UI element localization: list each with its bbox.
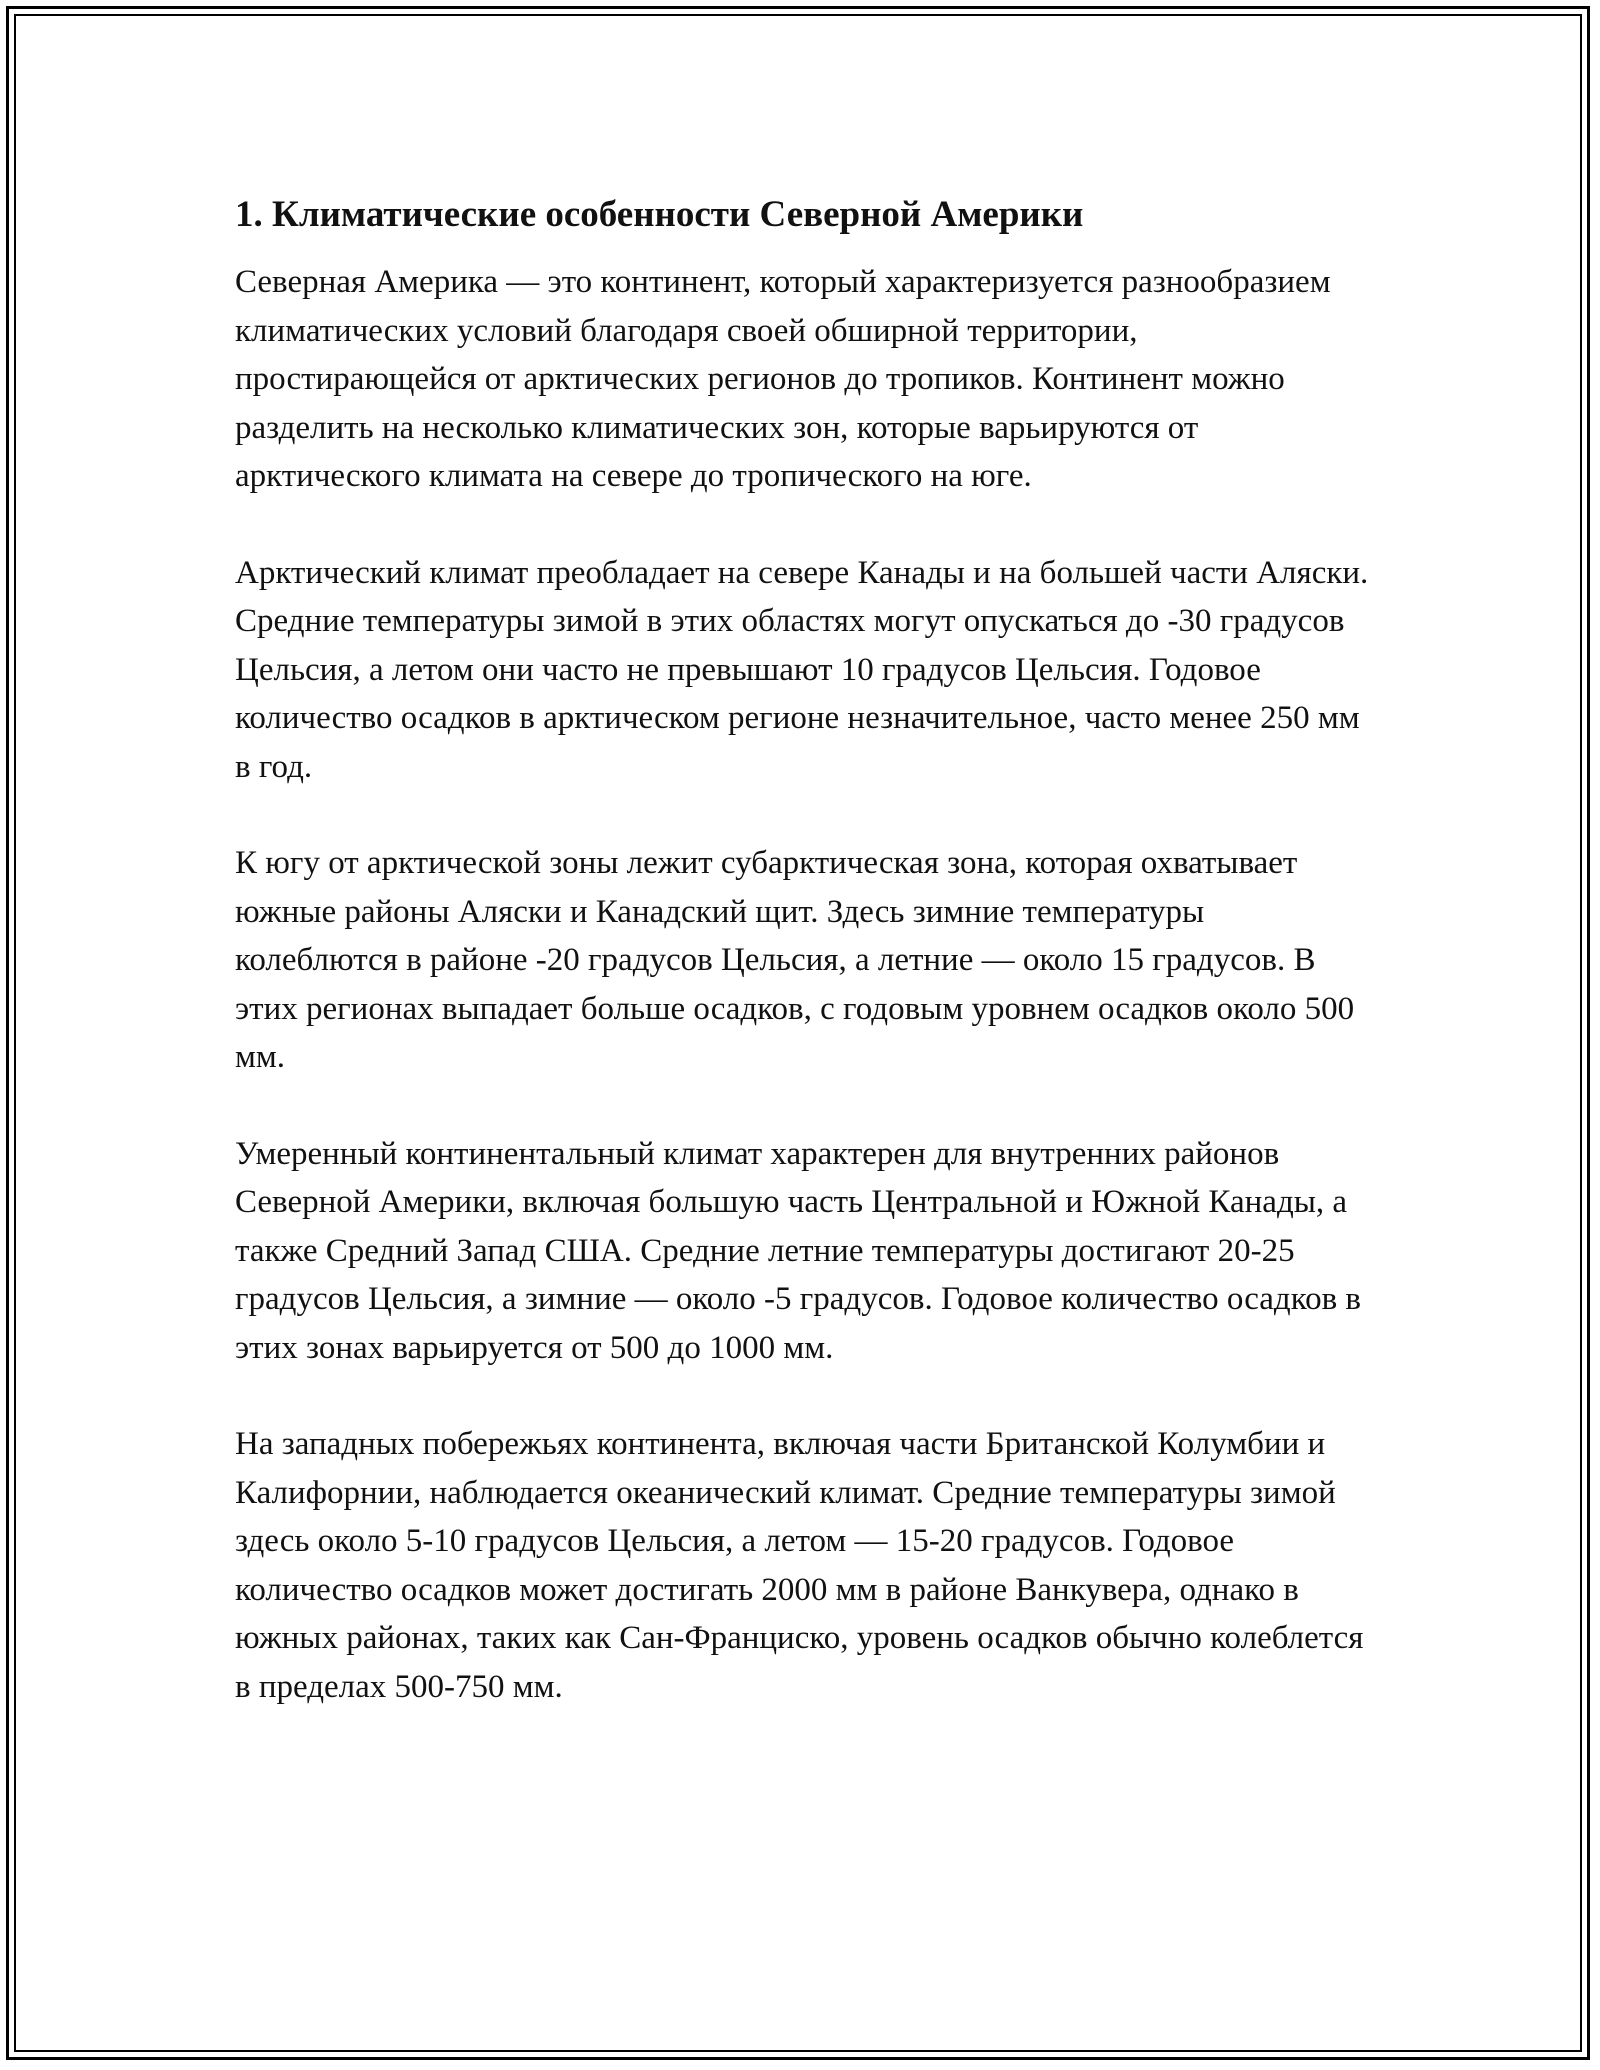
document-body [235, 188, 1375, 1759]
paragraph-oceanic-climate: На западных побережьях континента, включая части Британской Колумбии и Калифорнии, наблюдается океанический климат. Средние температуры зимой здесь около 5-10 градусов Цельсия, а летом — 15-20 градусов. Годовое количество осадков может достигать 2000 мм в районе Ванкувера, однако в южных районах, таких как Сан-Франциско, уровень осадков обычно колеблется в пределах 500-750 мм. [235, 1426, 1364, 1705]
section-heading: 1. Климатические особенности Северной Америки [235, 194, 1084, 235]
paragraph-intro: Северная Америка — это континент, который характеризуется разнообразием климатических условий благодаря своей обширной территории, простирающейся от арктических регионов до тропиков. Континент можно разделить на несколько климатических зон, которые варьируются от арктического климата на севере до тропического на юге. [235, 264, 1331, 494]
paragraph-arctic-climate: Арктический климат преобладает на севере Канады и на большей части Аляски. Средние температуры зимой в этих областях могут опускаться до -30 градусов Цельсия, а летом они часто не превышают 10 градусов Цельсия. Годовое количество осадков в арктическом регионе незначительное, часто менее 250 мм в год. [235, 554, 1369, 785]
paragraph-subarctic-climate: К югу от арктической зоны лежит субарктическая зона, которая охватывает южные районы Аляски и Канадский щит. Здесь зимние температуры колеблются в районе -20 градусов Цельсия, а летние — около 15 градусов. В этих регионах выпадает больше осадков, с годовым уровнем осадков около 500 мм. [235, 845, 1355, 1075]
paragraph-continental-climate: Умеренный континентальный климат характерен для внутренних районов Северной Америки, включая большую часть Центральной и Южной Канады, а также Средний Запад США. Средние летние температуры достигают 20-25 градусов Цельсия, а зимние — около -5 градусов. Годовое количество осадков в этих зонах варьируется от 500 до 1000 мм. [235, 1135, 1361, 1366]
